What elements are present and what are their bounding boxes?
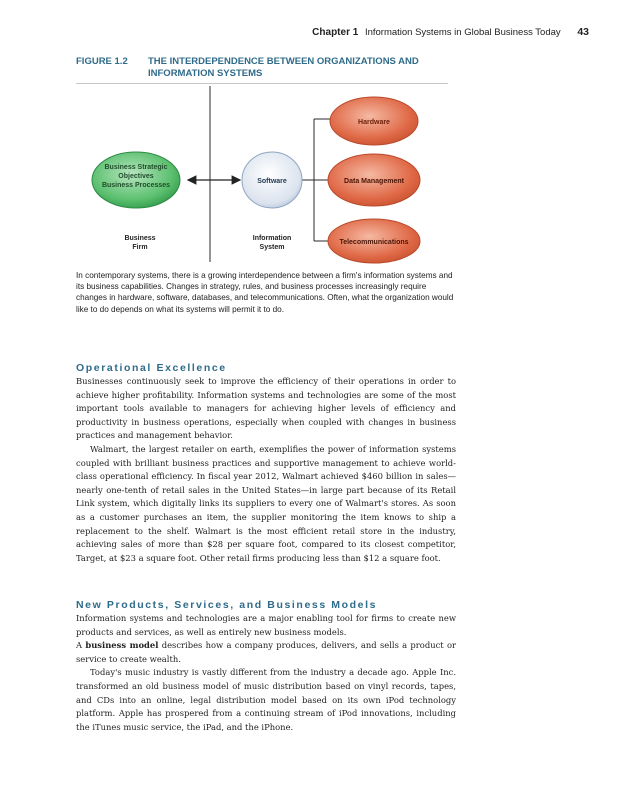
section-new-products: [76, 599, 456, 734]
paragraph: Businesses continuously seek to improve the efficiency of their operations in order to achieve higher profitability. Information systems and technologies are some of the most important tools available to managers for achieving higher levels of efficiency and productivity in business operations, especially when coupled with changes in business practices and management behavior.: [76, 376, 456, 441]
paragraph: Today's music industry is vastly different from the industry a decade ago. Apple Inc. transformed an old business model of music distribution based on vinyl records, tapes, and CDs into an online, legal distribution model based on its own iPod technology platform. Apple has prospered from a continuing stream of iPod innovations, including the iTunes music service, the iPad, and the iPhone.: [76, 667, 456, 732]
hardware-label: Hardware: [358, 119, 390, 126]
business-line-3: Business Processes: [101, 182, 171, 189]
key-term: business model: [85, 640, 159, 651]
business-line-1: Business Strategic: [104, 164, 168, 171]
figure-label: FIGURE 1.2: [76, 56, 128, 67]
data-management-label: Data Management: [344, 178, 404, 185]
business-line-2: Objectives: [118, 173, 154, 180]
software-label: Software: [257, 178, 287, 185]
paragraph-business-model: [76, 639, 456, 666]
text-run: describes how a company produces, delivers, and sells a product or service to create wealth.: [76, 640, 456, 664]
text-run: A: [76, 640, 83, 651]
business-firm-label-1: Business: [124, 235, 156, 242]
information-system-label-1: Information: [252, 235, 292, 242]
paragraph: Walmart, the largest retailer on earth, exemplifies the power of information systems coupled with brilliant business practices and supportive management to achieve world-class operational efficiency. In fiscal year 2012, Walmart achieved $460 billion in sales—nearly one-tenth of retail sales in the United States—in large part because of its Retail Link system, which digitally links its suppliers to every one of Walmart's stores. As soon as a customer purchases an item, the supplier monitoring the item knows to ship a replacement to the shelf. Walmart is the most efficient retail store in the industry, achieving sales of more than $28 per square foot, compared to its closest competitor, Target, at $23 a square foot. Other retail firms producing less than $12 a square foot.: [76, 443, 456, 563]
business-firm-label-2: Firm: [132, 244, 148, 251]
chapter-number: Chapter 1: [312, 27, 359, 38]
section-heading: Operational Excellence: [76, 362, 227, 374]
telecommunications-label: Telecommunications: [339, 239, 409, 246]
running-header: [312, 26, 589, 38]
interdependence-diagram: [76, 84, 456, 264]
page-number: 43: [577, 26, 589, 38]
figure-description: In contemporary systems, there is a growing interdependence between a firm's information systems and its business capabilities. Changes in strategy, rules, and business processes increasingly require changes in hardware, software, databases, and telecommunications. Often, what the organization would like to do depends on what its systems will permit it to do.: [76, 271, 454, 314]
section-operational-excellence: [76, 362, 456, 565]
business-ellipse: [92, 152, 180, 208]
paragraph: Information systems and technologies are a major enabling tool for firms to create new products and services, as well as entirely new business models.: [76, 613, 456, 637]
figure-title: THE INTERDEPENDENCE BETWEEN ORGANIZATIONS AND INFORMATION SYSTEMS: [148, 56, 419, 79]
section-heading: New Products, Services, and Business Models: [76, 599, 378, 611]
information-system-label-2: System: [259, 244, 285, 251]
chapter-title: Information Systems in Global Business Today: [364, 27, 561, 38]
